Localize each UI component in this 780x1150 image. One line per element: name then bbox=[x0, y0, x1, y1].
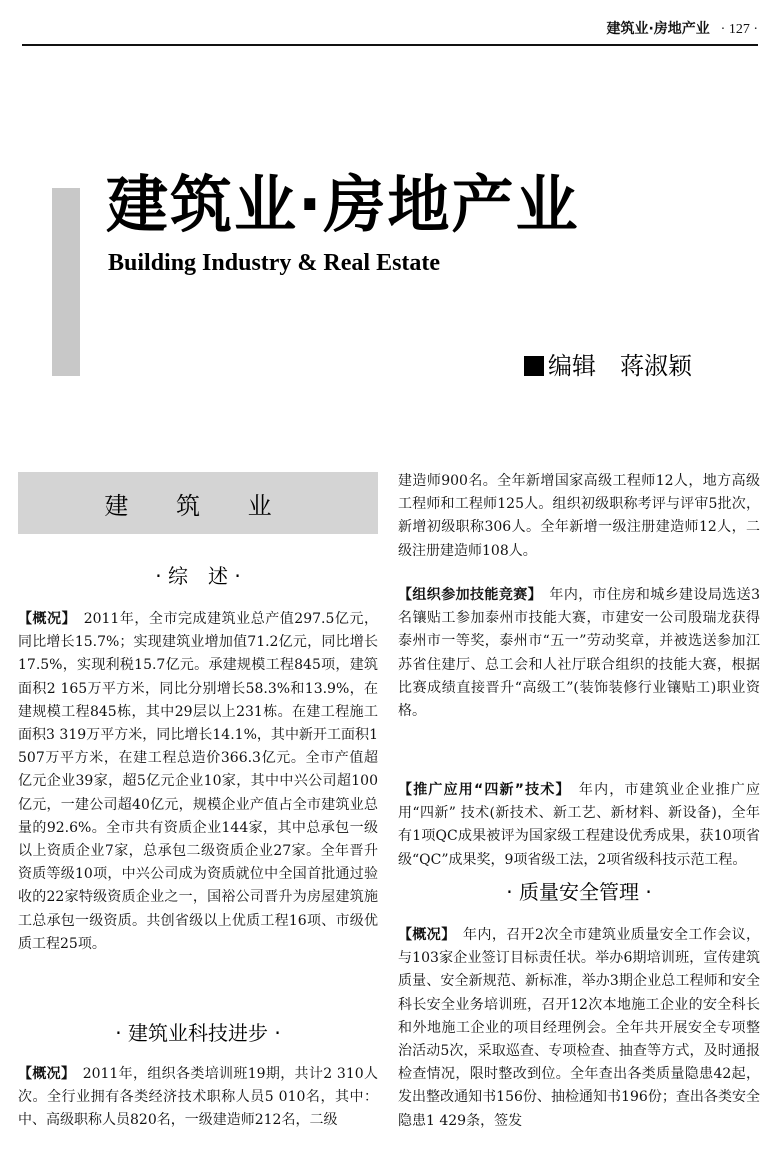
subhead-tech-progress: · 建筑业科技进步 · bbox=[115, 1021, 281, 1045]
header-rule bbox=[22, 44, 758, 46]
paragraph-tag: 【概况】 bbox=[18, 1066, 69, 1082]
running-head bbox=[22, 18, 758, 44]
editor-credit bbox=[524, 346, 692, 381]
decorative-gray-bar bbox=[52, 188, 80, 376]
paragraph-continued bbox=[398, 470, 760, 563]
paragraph-body: 2011年，组织各类培训班19期，共计2 310人次。全行业拥有各类经济技术职称人员5 010名，其中：中、高级职称人员820名，一级建造师212名，二级 bbox=[18, 1066, 378, 1129]
chapter-title: 建筑业·房地产业 bbox=[106, 168, 580, 241]
paragraph-tag: 【组织参加技能竞赛】 bbox=[398, 587, 536, 603]
paragraph-tag: 【推广应用“四新”技术】 bbox=[398, 782, 564, 798]
paragraph-tag: 【概况】 bbox=[398, 927, 449, 943]
paragraph-body: 建造师900名。全年新增国家高级工程师12人，地方高级工程师和工程师125人。组织初级职称考评与评审5批次，新增初级职称306人。全年新增一级注册建造师12人，二级注册建造师108人。 bbox=[398, 473, 760, 559]
subhead-quality-safety: · 质量安全管理 · bbox=[506, 880, 652, 904]
paragraph-body: 年内，市建筑业企业推广应用“四新” 技术(新技术、新工艺、新材料、新设备)，全年有1项QC成果被评为国家级工程建设优秀成果，获10项省级“QC”成果奖，9项省级工法，2项省级科技示范工程。 bbox=[398, 782, 760, 868]
paragraph-four-new-tech bbox=[398, 779, 760, 872]
paragraph-overview bbox=[18, 608, 378, 956]
paragraph-training bbox=[18, 1063, 378, 1133]
paragraph-quality-safety bbox=[398, 924, 760, 1133]
black-square-icon bbox=[524, 356, 544, 376]
section-title-box bbox=[18, 472, 378, 534]
subhead-overview: · 综 述 · bbox=[155, 564, 241, 588]
paragraph-body: 年内，市住房和城乡建设局选送3名镶贴工参加泰州市技能大赛，市建安一公司殷瑞龙获得泰州市一等奖，泰州市“五一”劳动奖章，并被选送参加江苏省住建厅、总工会和人社厅联合组织的技能大赛，根据比赛成绩直接晋升“高级工”(装饰装修行业镶贴工)职业资格。 bbox=[398, 587, 760, 720]
chapter-title-english: Building Industry & Real Estate bbox=[108, 250, 441, 276]
paragraph-body: 2011年，全市完成建筑业总产值297.5亿元，同比增长15.7%；实现建筑业增加值71.2亿元，同比增长17.5%，实现利税15.7亿元。承建规模工程845项，建筑面积2 165万平方米，同比分别增长58.3%和13.9%，在建规模工程845栋，其中29层以上231栋。在建工程施工面积3 319万平方米，同比增长14.1%，其中新开工面积1 507万平方米，在建工程总造价366.3亿元。全市产值超亿元企业39家，超5亿元企业10家，其中中兴公司超100亿元，一建公司超40亿元，规模企业产值占全市建筑业总量的92.6%。全市共有资质企业144家，其中总承包一级以上资质企业7家，总承包二级资质企业27家。全年晋升资质等级10项，中兴公司成为资质就位中全国首批通过验收的22家特级资质企业之一，国裕公司晋升为房屋建筑施工总承包一级资质。共创省级以上优质工程16项、市级优质工程25项。 bbox=[18, 611, 378, 952]
editor-label: 编辑 bbox=[548, 352, 596, 380]
paragraph-skills-contest bbox=[398, 584, 760, 723]
running-title: 建筑业·房地产业 bbox=[606, 21, 710, 37]
editor-name: 蒋淑颖 bbox=[620, 352, 692, 380]
page-number: · 127 · bbox=[720, 22, 758, 37]
paragraph-tag: 【概况】 bbox=[18, 611, 70, 627]
paragraph-body: 年内，召开2次全市建筑业质量安全工作会议，与103家企业签订目标责任状。举办6期培训班，宣传建筑质量、安全新规范、新标准，举办3期企业总工程师和安全科长安全业务培训班，召开12次本地施工企业的安全科长和外地施工企业的项目经理例会。全年共开展安全专项整治活动5次，采取巡查、专项检查、抽查等方式，及时通报检查情况，限时整改到位。全年查出各类质量隐患42起，发出整改通知书156份、抽检通知书196份；查出各类安全隐患1 429条，签发 bbox=[398, 927, 761, 1129]
section-title: 建 筑 业 bbox=[104, 491, 292, 520]
